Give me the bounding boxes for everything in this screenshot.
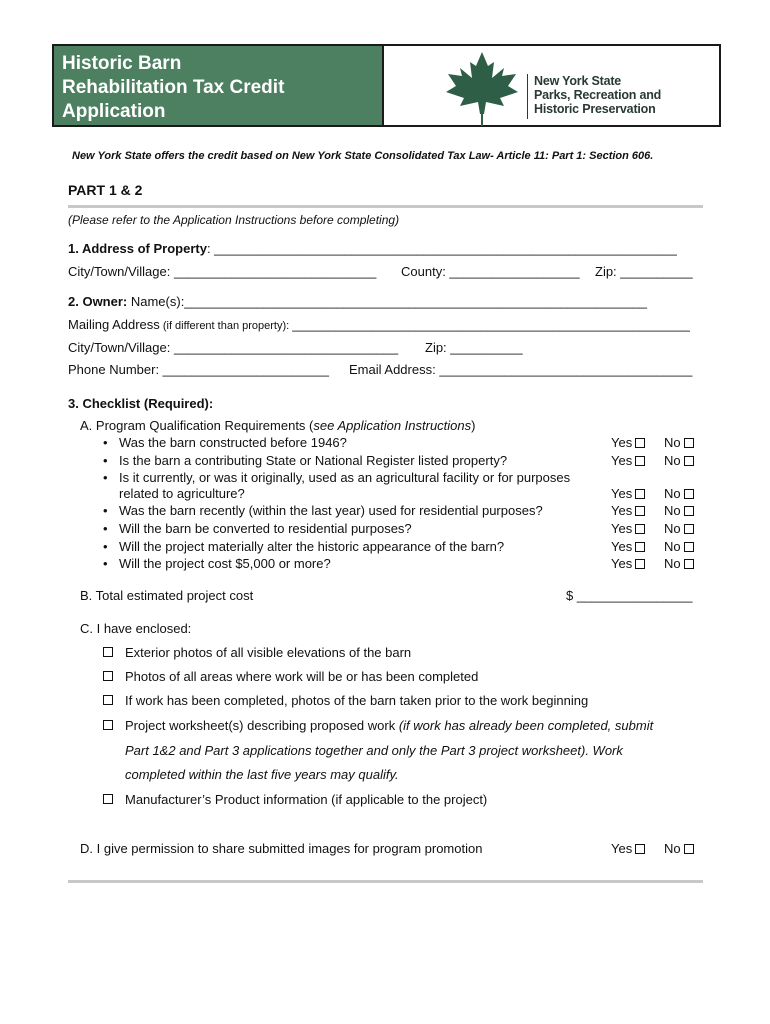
question-text: Was the barn constructed before 1946? bbox=[119, 435, 347, 450]
divider bbox=[68, 205, 703, 208]
bullet-icon: • bbox=[103, 453, 108, 468]
title-line: Historic Barn bbox=[62, 53, 182, 74]
enclosed-item-continued: Part 1&2 and Part 3 applications together and only the Part 3 project worksheet). Work bbox=[125, 743, 623, 758]
enclosed-checkbox[interactable] bbox=[103, 794, 113, 804]
question-text: Will the project materially alter the historic appearance of the barn? bbox=[119, 539, 505, 554]
zip-field[interactable]: Zip: __________ bbox=[595, 264, 693, 279]
part-heading: PART 1 & 2 bbox=[68, 182, 143, 198]
yes-checkbox[interactable]: Yes bbox=[611, 521, 645, 536]
refer-note: (Please refer to the Application Instructions before completing) bbox=[68, 213, 400, 227]
bullet-icon: • bbox=[103, 556, 108, 571]
no-checkbox[interactable]: No bbox=[664, 486, 694, 501]
total-cost-label: B. Total estimated project cost bbox=[80, 588, 254, 603]
logo-divider bbox=[527, 74, 528, 119]
permission-label: D. I give permission to share submitted images for program promotion bbox=[80, 841, 483, 856]
yes-checkbox[interactable]: Yes bbox=[611, 486, 645, 501]
question-text: Was the barn recently (within the last year) used for residential purposes? bbox=[119, 503, 543, 518]
form-title bbox=[54, 46, 384, 125]
enclosed-checkbox[interactable] bbox=[103, 720, 113, 730]
no-checkbox[interactable]: No bbox=[664, 435, 694, 450]
enclosed-item: Manufacturer’s Product information (if applicable to the project) bbox=[125, 792, 488, 807]
yes-checkbox[interactable]: Yes bbox=[611, 539, 645, 554]
maple-leaf-icon bbox=[442, 50, 522, 128]
phone-field[interactable]: Phone Number: _______________________ bbox=[68, 362, 329, 377]
intro-text: New York State offers the credit based on New York State Consolidated Tax Law- Article 11: Part 1: Section 606. bbox=[72, 150, 654, 162]
footer-divider bbox=[68, 880, 703, 883]
enclosed-checkbox[interactable] bbox=[103, 695, 113, 705]
total-cost-field[interactable]: $ ________________ bbox=[566, 588, 693, 603]
bullet-icon: • bbox=[103, 521, 108, 536]
question-text: Will the project cost $5,000 or more? bbox=[119, 556, 331, 571]
email-field[interactable]: Email Address: ___________________________________ bbox=[349, 362, 693, 377]
checklist-heading: 3. Checklist (Required): bbox=[68, 396, 214, 411]
no-checkbox[interactable]: No bbox=[664, 556, 694, 571]
agency-name: New York State Parks, Recreation and Historic Preservation bbox=[534, 74, 662, 116]
county-field[interactable]: County: __________________ bbox=[401, 264, 580, 279]
enclosed-label: C. I have enclosed: bbox=[80, 621, 192, 636]
question-text: related to agriculture? bbox=[119, 486, 245, 501]
bullet-icon: • bbox=[103, 470, 108, 485]
enclosed-item: Project worksheet(s) describing proposed work (if work has already been completed, submit bbox=[125, 718, 654, 733]
permission-yes-checkbox[interactable]: Yes bbox=[611, 841, 645, 856]
enclosed-checkbox[interactable] bbox=[103, 671, 113, 681]
no-checkbox[interactable]: No bbox=[664, 539, 694, 554]
permission-no-checkbox[interactable]: No bbox=[664, 841, 694, 856]
yes-checkbox[interactable]: Yes bbox=[611, 503, 645, 518]
bullet-icon: • bbox=[103, 539, 108, 554]
requirements-label: A. Program Qualification Requirements (see Application Instructions) bbox=[80, 418, 476, 433]
yes-checkbox[interactable]: Yes bbox=[611, 435, 645, 450]
no-checkbox[interactable]: No bbox=[664, 453, 694, 468]
enclosed-item-continued: completed within the last five years may qualify. bbox=[125, 767, 399, 782]
yes-checkbox[interactable]: Yes bbox=[611, 453, 645, 468]
no-checkbox[interactable]: No bbox=[664, 503, 694, 518]
address-of-property-field[interactable]: 1. Address of Property: ________________________________________________________________ bbox=[68, 241, 677, 256]
yes-checkbox[interactable]: Yes bbox=[611, 556, 645, 571]
no-checkbox[interactable]: No bbox=[664, 521, 694, 536]
header-box bbox=[52, 44, 721, 127]
bullet-icon: • bbox=[103, 435, 108, 450]
enclosed-checkbox[interactable] bbox=[103, 647, 113, 657]
owner-city-field[interactable]: City/Town/Village: _______________________________ bbox=[68, 340, 399, 355]
question-text: Will the barn be converted to residential purposes? bbox=[119, 521, 412, 536]
enclosed-item: If work has been completed, photos of the barn taken prior to the work beginning bbox=[125, 693, 589, 708]
title-line: Rehabilitation Tax Credit bbox=[62, 77, 285, 98]
question-text: Is it currently, or was it originally, used as an agricultural facility or for purposes bbox=[119, 470, 571, 485]
owner-zip-field[interactable]: Zip: __________ bbox=[425, 340, 523, 355]
enclosed-item: Photos of all areas where work will be or has been completed bbox=[125, 669, 479, 684]
bullet-icon: • bbox=[103, 503, 108, 518]
agency-logo bbox=[384, 46, 719, 125]
city-field[interactable]: City/Town/Village: ____________________________ bbox=[68, 264, 377, 279]
enclosed-item: Exterior photos of all visible elevations of the barn bbox=[125, 645, 412, 660]
title-line: Application bbox=[62, 101, 166, 122]
question-text: Is the barn a contributing State or National Register listed property? bbox=[119, 453, 508, 468]
mailing-address-field[interactable]: Mailing Address (if different than property): _______________________________________________________ bbox=[68, 317, 690, 332]
owner-name-field[interactable]: 2. Owner: Name(s):________________________________________________________________ bbox=[68, 294, 648, 309]
